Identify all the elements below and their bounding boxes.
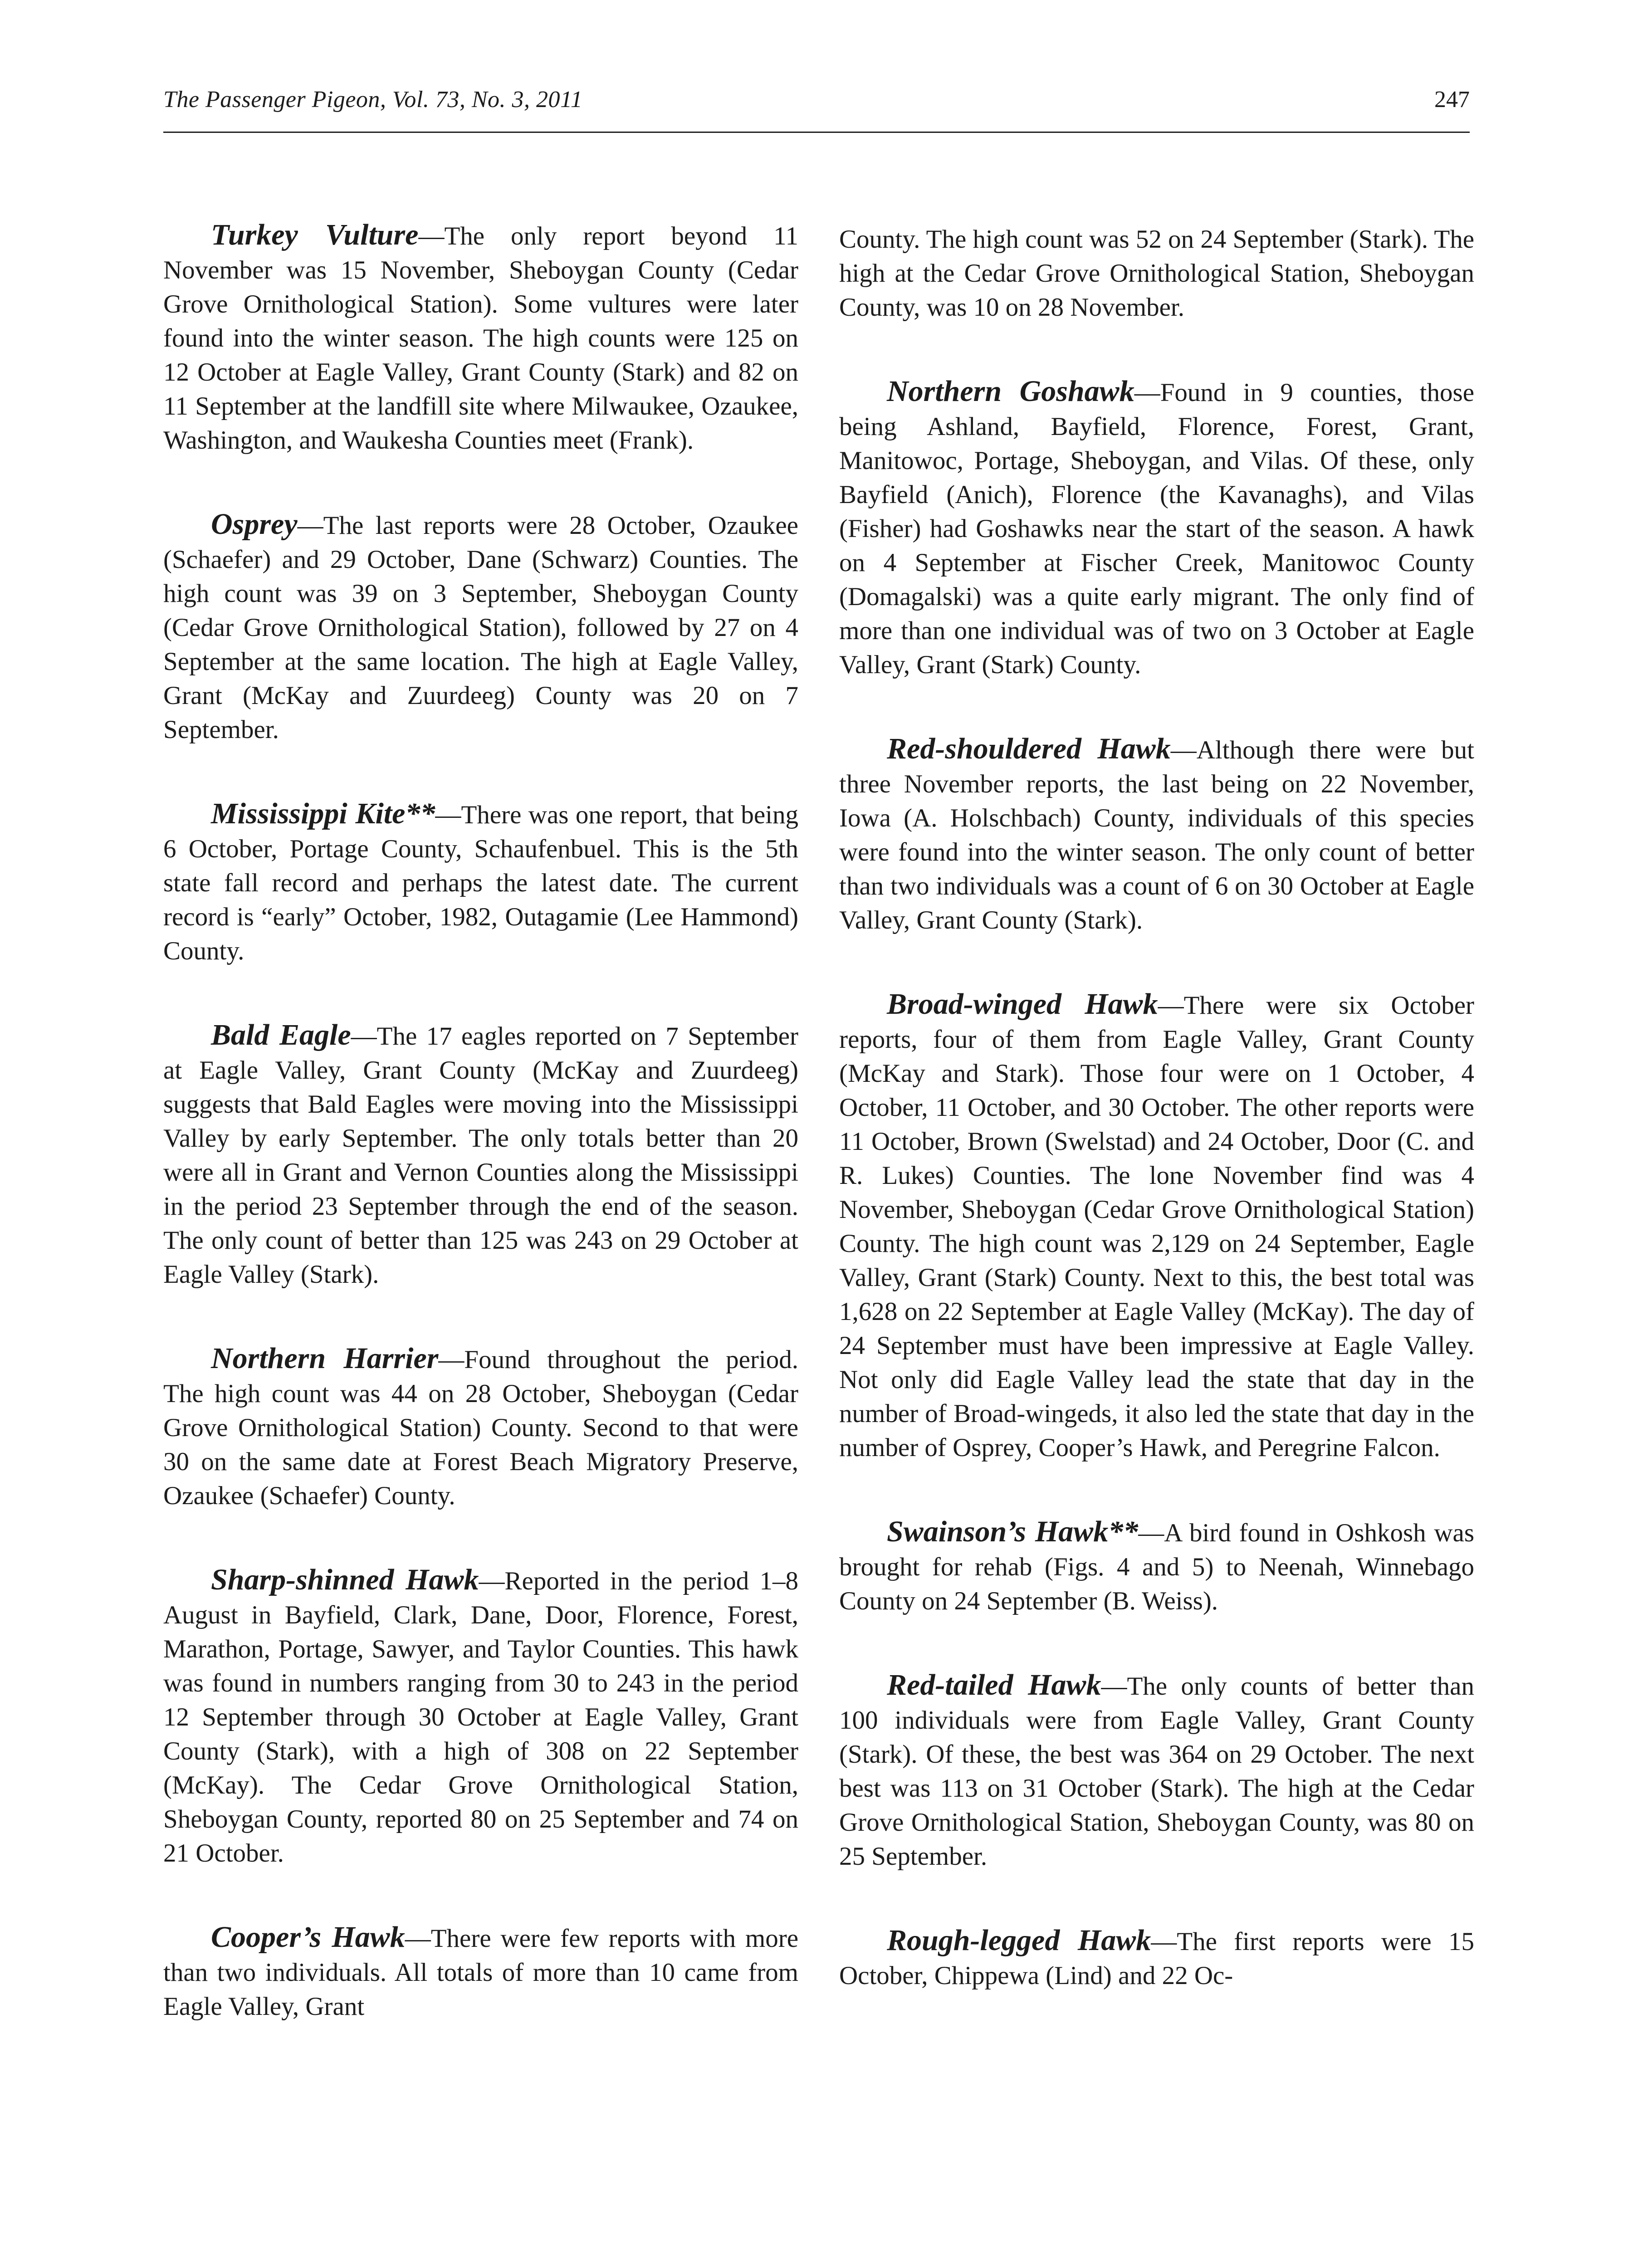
- right-column: [839, 222, 1474, 2043]
- species-entry-northern-goshawk: [839, 374, 1474, 682]
- species-text: Although there were but three November reports, the last being on 22 November, Iowa (A. Holschbach) County, individuals of this species were found into the winter season. The only count of better than two individuals was a count of 6 on 30 October at Eagle Valley, Grant County (Stark).: [839, 736, 1474, 934]
- species-name: Northern Goshawk: [887, 375, 1134, 408]
- species-name: Red-shouldered Hawk: [887, 732, 1171, 765]
- species-name: Bald Eagle: [211, 1018, 351, 1051]
- em-dash: —: [435, 801, 461, 829]
- species-name: Turkey Vulture: [211, 218, 419, 251]
- continuation-paragraph: [839, 222, 1474, 324]
- species-text: The 17 eagles reported on 7 September at Eagle Valley, Grant County (McKay and Zuurdeeg) suggests that Bald Eagles were moving into the Mississippi Valley by early September. The only totals better than 20 were all in Grant and Vernon Counties along the Mississippi in the period 23 September through the end of the season. The only count of better than 125 was 243 on 29 October at Eagle Valley (Stark).: [163, 1022, 798, 1289]
- species-name: Sharp-shinned Hawk: [211, 1563, 479, 1596]
- species-text: There were six October reports, four of them from Eagle Valley, Grant County (McKay and Stark). Those four were on 1 October, 4 October, 11 October, and 30 October. The other reports were 11 October, Brown (Swelstad) and 24 October, Door (C. and R. Lukes) Counties. The lone November find was 4 November, Sheboygan (Cedar Grove Ornithological Station) County. The high count was 2,129 on 24 September, Eagle Valley, Grant (Stark) County. Next to this, the best total was 1,628 on 22 September at Eagle Valley (McKay). The day of 24 September must have been impressive at Eagle Valley. Not only did Eagle Valley lead the state that day in the number of Broad-wingeds, it also led the state that day in the number of Osprey, Cooper’s Hawk, and Peregrine Falcon.: [839, 991, 1474, 1462]
- species-name: Broad-winged Hawk: [887, 987, 1158, 1021]
- species-name: Swainson’s Hawk**: [887, 1515, 1139, 1548]
- species-entry-turkey-vulture: [163, 218, 798, 457]
- em-dash: —: [1151, 1927, 1177, 1956]
- journal-citation: The Passenger Pigeon, Vol. 73, No. 3, 2011: [163, 87, 583, 112]
- em-dash: —: [479, 1567, 505, 1595]
- species-name: Cooper’s Hawk: [211, 1921, 405, 1954]
- em-dash: —: [351, 1022, 377, 1051]
- species-entry-swainsons-hawk: [839, 1515, 1474, 1618]
- species-text: The only counts of better than 100 individuals were from Eagle Valley, Grant County (Stark). Of these, the best was 364 on 29 October. The next best was 113 on 31 October (Stark). The high at the Cedar Grove Ornithological Station, Sheboygan County, was 80 on 25 September.: [839, 1672, 1474, 1871]
- species-text: There was one report, that being 6 October, Portage County, Schaufenbuel. This is the 5th state fall record and perhaps the latest date. The current record is “early” October, 1982, Outagamie (Lee Hammond) County.: [163, 801, 798, 965]
- species-entry-red-tailed-hawk: [839, 1668, 1474, 1873]
- species-name: Osprey: [211, 508, 298, 541]
- species-entry-osprey: [163, 507, 798, 747]
- species-text: The only report beyond 11 November was 15 November, Sheboygan County (Cedar Grove Ornithological Station). Some vultures were later found into the winter season. The high counts were 125 on 12 October at Eagle Valley, Grant County (Stark) and 82 on 11 September at the landfill site where Milwaukee, Ozaukee, Washington, and Waukesha Counties meet (Frank).: [163, 222, 798, 455]
- em-dash: —: [1101, 1672, 1127, 1701]
- em-dash: —: [297, 511, 323, 540]
- species-name: Mississippi Kite**: [211, 797, 435, 830]
- em-dash: —: [405, 1924, 431, 1953]
- species-entry-sharp-shinned-hawk: [163, 1563, 798, 1870]
- em-dash: —: [1134, 378, 1160, 407]
- em-dash: —: [438, 1345, 464, 1374]
- species-entry-broad-winged-hawk: [839, 987, 1474, 1465]
- species-text: There were few reports with more than two individuals. All totals of more than 10 came from Eagle Valley, Grant: [163, 1924, 798, 2021]
- species-entry-northern-harrier: [163, 1341, 798, 1513]
- continuation-text: County. The high count was 52 on 24 September (Stark). The high at the Cedar Grove Ornithological Station, Sheboygan County, was 10 on 28 November.: [839, 225, 1474, 322]
- species-name: Rough-legged Hawk: [887, 1924, 1151, 1957]
- species-entry-rough-legged-hawk: [839, 1923, 1474, 1993]
- left-column: [163, 218, 798, 2073]
- species-text: The first reports were 15 October, Chippewa (Lind) and 22 Oc-: [839, 1927, 1474, 1990]
- species-entry-red-shouldered-hawk: [839, 732, 1474, 937]
- species-text: The last reports were 28 October, Ozaukee (Schaefer) and 29 October, Dane (Schwarz) Counties. The high count was 39 on 3 September, Sheboygan County (Cedar Grove Ornithological Station), followed by 27 on 4 September at the same location. The high at Eagle Valley, Grant (McKay and Zuurdeeg) County was 20 on 7 September.: [163, 511, 798, 744]
- em-dash: —: [418, 222, 445, 250]
- species-entry-coopers-hawk: [163, 1920, 798, 2024]
- running-header: [163, 82, 1470, 133]
- species-entry-mississippi-kite: [163, 797, 798, 968]
- species-entry-bald-eagle: [163, 1018, 798, 1291]
- species-name: Northern Harrier: [211, 1342, 439, 1375]
- em-dash: —: [1170, 736, 1197, 764]
- em-dash: —: [1158, 991, 1184, 1020]
- species-name: Red-tailed Hawk: [887, 1668, 1101, 1701]
- em-dash: —: [1138, 1519, 1164, 1547]
- page-number: 247: [1434, 87, 1470, 112]
- species-text: A bird found in Oshkosh was brought for rehab (Figs. 4 and 5) to Neenah, Winnebago County on 24 September (B. Weiss).: [839, 1519, 1474, 1615]
- species-text: Found in 9 counties, those being Ashland, Bayfield, Florence, Forest, Grant, Manitowoc, Portage, Sheboygan, and Vilas. Of these, only Bayfield (Anich), Florence (the Kavanaghs), and Vilas (Fisher) had Goshawks near the start of the season. A hawk on 4 September at Fischer Creek, Manitowoc County (Domagalski) was a quite early migrant. The only find of more than one individual was of two on 3 October at Eagle Valley, Grant (Stark) County.: [839, 378, 1475, 679]
- species-text: Reported in the period 1–8 August in Bayfield, Clark, Dane, Door, Florence, Forest, Marathon, Portage, Sawyer, and Taylor Counties. This hawk was found in numbers ranging from 30 to 243 in the period 12 September through 30 October at Eagle Valley, Grant County (Stark), with a high of 308 on 22 September (McKay). The Cedar Grove Ornithological Station, Sheboygan County, reported 80 on 25 September and 74 on 21 October.: [163, 1567, 798, 1867]
- species-text: Found throughout the period. The high count was 44 on 28 October, Sheboygan (Cedar Grove Ornithological Station) County. Second to that were 30 on the same date at Forest Beach Migratory Preserve, Ozaukee (Schaefer) County.: [163, 1345, 798, 1510]
